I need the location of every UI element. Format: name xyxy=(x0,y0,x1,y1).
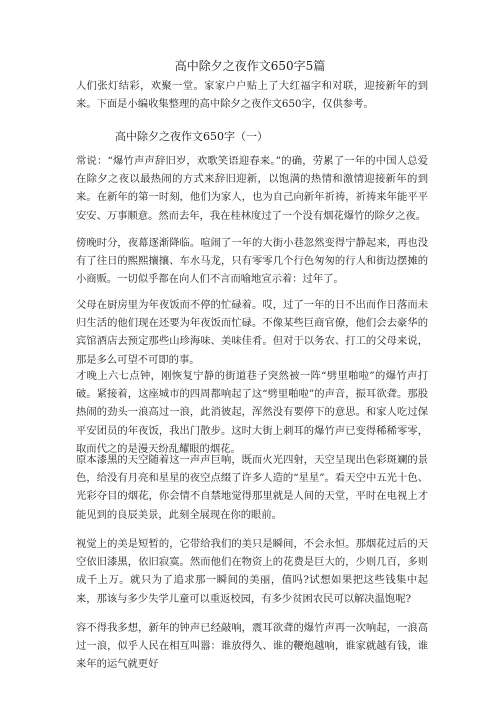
body-paragraph-5: 原本漆黑的天空随着这一声声巨响，既而火光四射，天空呈现出色彩斑斓的景色，给没有月亮和星星的夜空点缀了许多人造的“星星”。看天空中五光十色、光彩夺目的烟花，你会情不自禁地觉得那里就是人间的天堂，平时在电视上才能见到的良辰美景，此刻全展现在你的眼前。 xyxy=(76,454,428,521)
body-paragraph-4: 才晚上六七点钟，刚恢复宁静的街道巷子突然被一阵“劈里啪啦”的爆竹声打破。紧接着，这座城市的四周都响起了这“劈里啪啦”的声音，振耳欲聋。那股热闹的劲头一浪高过一浪，此消彼起，浑然没有要停下的意思。和家人吃过保平安团员的年夜饭，我出门散步。这时大街上刺耳的爆竹声已变得稀稀零零，取而代之的是漫天纷乱耀眼的烟花。 xyxy=(76,370,428,455)
body-paragraph-1: 常说：“爆竹声声辞旧岁，欢歌笑语迎春来。”的确，劳累了一年的中国人总爱在除夕之夜以最热闹的方式来辞旧迎新，以饱满的热情和激情迎接新年的到来。在新年的第一时刻，他们为家人，也为自己向新年祈祷，祈祷来年能平平安安、万事顺意。然而去年，我在桂林度过了一个没有烟花爆竹的除夕之夜。 xyxy=(76,155,428,222)
body-paragraph-7: 容不得我多想，新年的钟声已经敲响，震耳欲聋的爆竹声再一次响起，一浪高过一浪，似乎人民在相互叫嚣：谁放得久、谁的鞭炮越响，谁家就越有钱，谁来年的运气就更好 xyxy=(76,622,428,671)
body-paragraph-3: 父母在厨房里为年夜饭而不停的忙碌着。哎，过了一年的日不出而作日落而未归生活的他们现在还要为年夜饭而忙碌。不像某些巨商官僚，他们会去豪华的宾馆酒店去预定那些山珍海味、美味佳肴。但对于以务农、打工的父母来说，那是多么可望不可即的事。 xyxy=(76,299,428,366)
body-paragraph-2: 傍晚时分，夜幕逐渐降临。喧闹了一年的大街小巷忽然变得宁静起来，再也没有了往日的熙熙攘攘、车水马龙，只有零零几个行色匆匆的行人和街边摆摊的小商贩。一切似乎都在向人们不言而喻地宣示着：过年了。 xyxy=(76,237,428,286)
document-title: 高中除夕之夜作文650字5篇 xyxy=(174,59,326,73)
section-heading: 高中除夕之夜作文650字（一） xyxy=(115,130,268,143)
body-paragraph-6: 视觉上的美是短暂的，它带给我们的美只是瞬间，不会永恒。那烟花过后的天空依旧漆黑，依旧寂寞。然而他们在物资上的花费是巨大的，少则几百，多则成千上万。就只为了追求那一瞬间的美丽，值吗?试想如果把这些钱集中起来，那该与多少失学儿童可以重返校园，有多少贫困农民可以解决温饱呢? xyxy=(76,538,428,605)
intro-paragraph: 人们张灯结彩，欢聚一堂。家家户户贴上了大红福字和对联，迎接新年的到来。下面是小编收集整理的高中除夕之夜作文650字，仅供参考。 xyxy=(76,80,428,111)
